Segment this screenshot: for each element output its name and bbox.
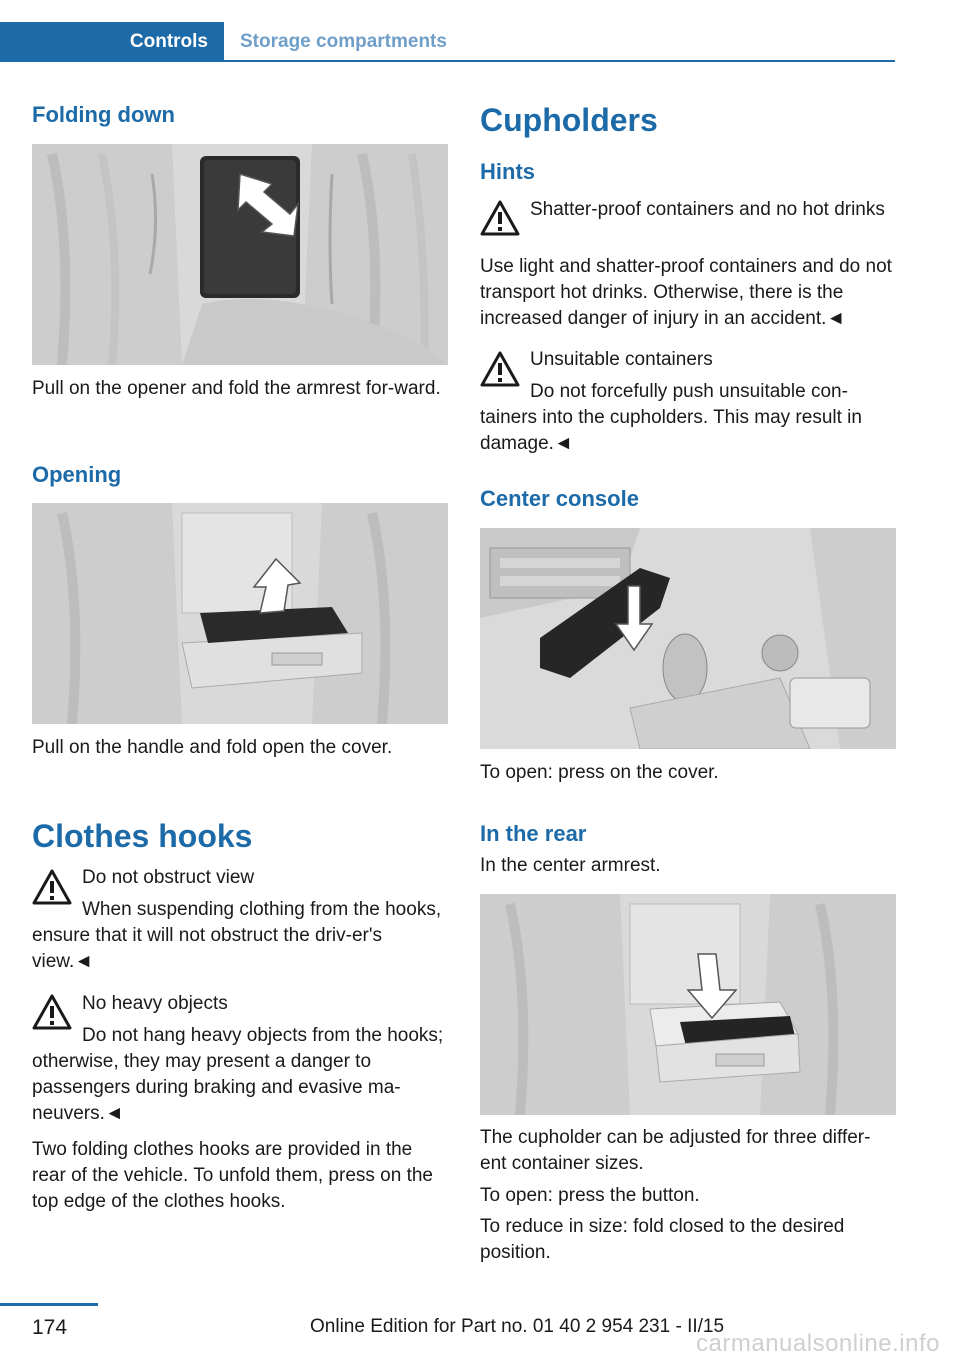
text-in-the-rear-sub: In the center armrest. [480,855,661,876]
heading-center-console: Center console [480,486,639,511]
heading-opening: Opening [32,462,122,487]
heading-cupholders: Cupholders [480,102,658,138]
watermark: carmanualsonline.info [696,1330,940,1357]
text-folding-down: Pull on the opener and fold the armrest for-ward. [32,378,441,399]
heading-hints: Hints [480,159,535,184]
figure-center-console [480,528,896,749]
text-opening: Pull on the handle and fold open the cover. [32,737,393,758]
figure-armrest-folding-down [32,144,448,365]
text-clothes-hooks: Two folding clothes hooks are provided in the rear of the vehicle. To unfold them, press on the top edge of the clothes hooks. [32,1139,433,1212]
text-rear-adjust: The cupholder can be adjusted for three differ-ent container sizes. [480,1127,871,1174]
warning-triangle-icon [480,200,520,236]
heading-clothes-hooks: Clothes hooks [32,818,253,854]
warning-title-shatter-proof: Shatter-proof containers and no hot drinks [530,199,885,220]
warning-title-heavy-objects: No heavy objects [82,993,228,1014]
header-tab-controls[interactable]: Controls [0,22,224,62]
heading-in-the-rear: In the rear [480,821,587,846]
header-tab-storage-compartments[interactable]: Storage compartments [240,31,447,52]
warning-title-unsuitable-containers: Unsuitable containers [530,349,713,370]
text-center-console: To open: press on the cover. [480,762,719,783]
footer-divider [0,1303,98,1306]
warning-text-shatter-proof: Use light and shatter-proof containers and do not transport hot drinks. Otherwise, there is the increased danger of injury in an accident.◄ [480,256,892,329]
header-divider [224,60,895,62]
warning-text-obstruct-view: When suspending clothing from the hooks, ensure that it will not obstruct the driv-er's view.◄ [32,899,442,972]
text-rear-reduce: To reduce in size: fold closed to the desired position. [480,1216,845,1263]
page-header [0,0,960,62]
warning-text-heavy-objects: Do not hang heavy objects from the hooks; otherwise, they may present a danger to passengers during braking and evasive ma-neuvers.◄ [32,1025,444,1124]
warning-text-unsuitable-containers: Do not forcefully push unsuitable con-tainers into the cupholders. This may result in damage.◄ [480,381,862,454]
page-number: 174 [32,1316,68,1339]
warning-title-obstruct-view: Do not obstruct view [82,867,255,888]
heading-folding-down: Folding down [32,102,175,127]
figure-armrest-opening [32,503,448,724]
edition-note: Online Edition for Part no. 01 40 2 954 231 - II/15 [310,1316,725,1337]
text-rear-open: To open: press the button. [480,1185,700,1206]
figure-rear-armrest-cupholder [480,894,896,1115]
